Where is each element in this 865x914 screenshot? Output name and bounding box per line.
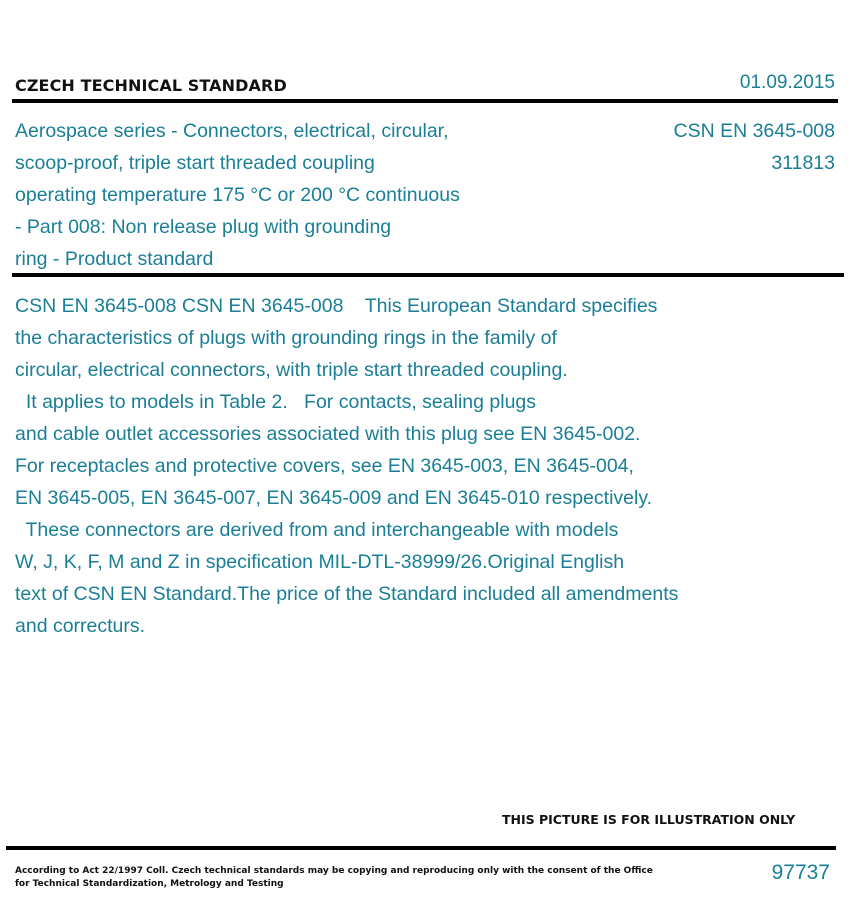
description-line: and cable outlet accessories associated with this plug see EN 3645-002. (15, 423, 641, 445)
standard-title-line: scoop-proof, triple start threaded coupling (15, 152, 375, 174)
standard-title-line: operating temperature 175 °C or 200 °C continuous (15, 184, 460, 206)
legal-notice (15, 865, 653, 891)
legal-notice-line: According to Act 22/1997 Coll. Czech technical standards may be copying and reproducing only with the consent of the Office (15, 866, 653, 876)
description-line: EN 3645-005, EN 3645-007, EN 3645-009 and EN 3645-010 respectively. (15, 487, 653, 509)
classification-number: 311813 (771, 152, 835, 174)
standard-title-line: ring - Product standard (15, 248, 214, 270)
standard-title-line: - Part 008: Non release plug with grounding (15, 216, 392, 238)
standard-title-line: Aerospace series - Connectors, electrical, circular, (15, 120, 449, 142)
description-line: These connectors are derived from and interchangeable with models (15, 519, 619, 541)
header-divider (12, 99, 838, 103)
footer-divider (6, 846, 836, 850)
standard-identifiers (673, 115, 835, 179)
description-line: and correcturs. (15, 615, 146, 637)
title-divider (12, 273, 844, 277)
description-line: For receptacles and protective covers, see EN 3645-003, EN 3645-004, (15, 455, 634, 477)
standard-code: CSN EN 3645-008 (673, 120, 835, 142)
description-line: circular, electrical connectors, with triple start threaded coupling. (15, 359, 568, 381)
publication-date: 01.09.2015 (739, 72, 835, 93)
description-line: text of CSN EN Standard.The price of the Standard included all amendments (15, 583, 679, 605)
document-number: 97737 (771, 861, 830, 884)
legal-notice-line: for Technical Standardization, Metrology and Testing (15, 879, 284, 889)
description-line: the characteristics of plugs with grounding rings in the family of (15, 327, 557, 349)
description-line: It applies to models in Table 2. For contacts, sealing plugs (15, 391, 537, 413)
header-title: CZECH TECHNICAL STANDARD (15, 76, 287, 95)
illustration-note: THIS PICTURE IS FOR ILLUSTRATION ONLY (502, 812, 796, 827)
standard-title (15, 115, 635, 275)
description-line: W, J, K, F, M and Z in specification MIL-DTL-38999/26.Original English (15, 551, 625, 573)
description-line: CSN EN 3645-008 CSN EN 3645-008 This European Standard specifies (15, 295, 658, 317)
standard-description (15, 290, 835, 642)
